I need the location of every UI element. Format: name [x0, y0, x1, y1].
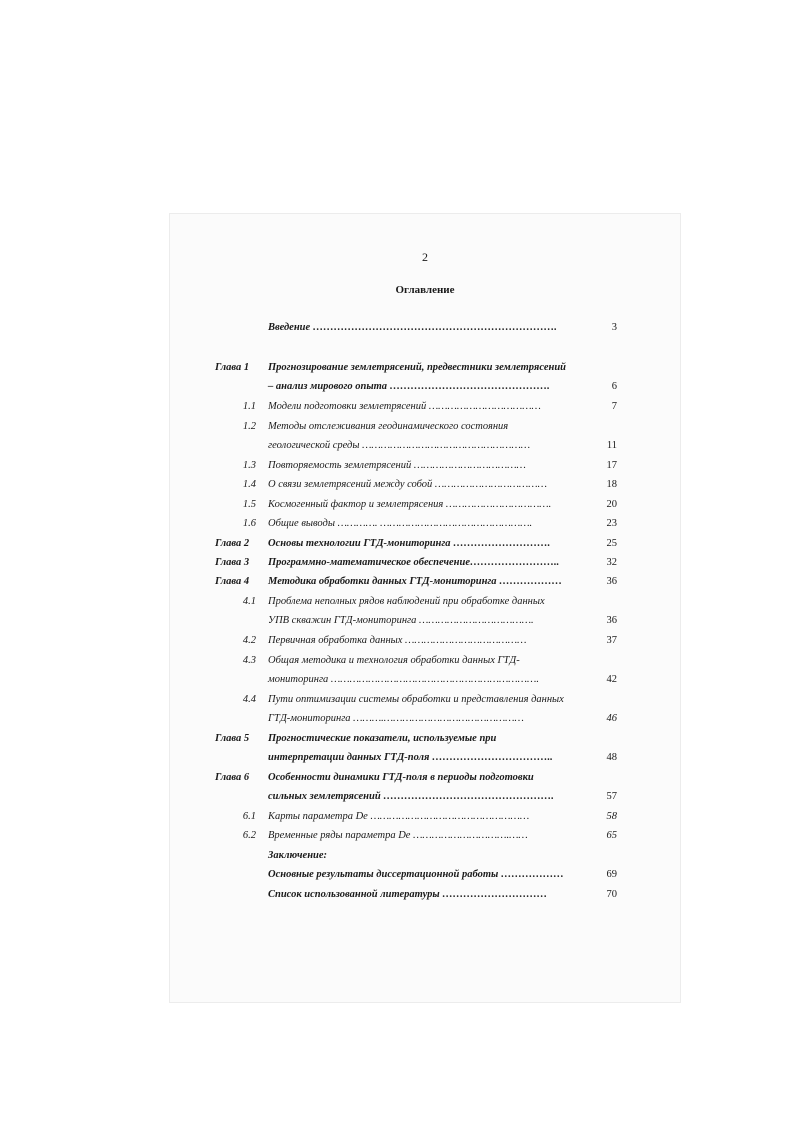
toc-entry-page: 69: [606, 869, 617, 880]
toc-entry-text: Методы отслеживания геодинамического состояния: [268, 421, 509, 432]
toc-entry-text: УПВ скважин ГТД-мониторинга ……………………………….: [268, 615, 534, 626]
toc-chapter-label: Глава 6: [215, 772, 250, 783]
toc-entry-text: Список использованной литературы …………………………: [268, 889, 548, 900]
toc-chapter-label: Глава 1: [215, 362, 250, 373]
toc-line: [170, 438, 680, 454]
toc-entry-text: – анализ мирового опыта ……………………………………….: [268, 381, 550, 392]
toc-entry-text: мониторинга ………………………………………………………….: [268, 674, 539, 685]
toc-entry-text: Заключение:: [268, 850, 328, 861]
toc-line: [170, 477, 680, 493]
toc-entry-page: 57: [606, 791, 617, 802]
toc-entry-page: 65: [606, 830, 617, 841]
toc-entry-text: Особенности динамики ГТД-поля в периоды подготовки: [268, 772, 534, 783]
page-number: 2: [422, 250, 428, 264]
toc-chapter-label: Глава 2: [215, 538, 250, 549]
toc-entry-page: 18: [606, 479, 617, 490]
toc-entry-text: Первичная обработка данных …………………………………: [268, 635, 527, 646]
toc-entry-text: Повторяемость землетрясений ………………………………: [268, 460, 526, 471]
toc-entry-page: 36: [606, 615, 617, 626]
toc-entry-page: 7: [611, 401, 617, 412]
toc-line: [170, 360, 680, 376]
toc-entry-text: Основы технологии ГТД-мониторинга ……………………….: [268, 538, 551, 549]
toc-line: [170, 555, 680, 571]
toc-entry-text: Прогностические показатели, используемые при: [268, 733, 497, 744]
toc-line: [170, 497, 680, 513]
toc-entry-text: Общая методика и технология обработки данных ГТД-: [268, 655, 520, 666]
toc-line: [170, 653, 680, 669]
toc-section-label: 4.1: [242, 596, 256, 607]
toc-line: [170, 419, 680, 435]
toc-entry-text: Основные результаты диссертационной работы ………………: [268, 869, 564, 880]
toc-entry-page: 46: [606, 713, 617, 724]
toc-entry-text: геологической среды ………………………………………………: [268, 440, 531, 451]
toc-entry-page: 70: [606, 889, 617, 900]
toc-entry-text: Проблема неполных рядов наблюдений при обработке данных: [268, 596, 545, 607]
toc-line: [170, 379, 680, 395]
toc-entry-page: 23: [606, 518, 617, 529]
toc-line: [170, 848, 680, 864]
toc-entry-page: 20: [606, 499, 617, 510]
toc-line: [170, 594, 680, 610]
toc-entry-text: Методика обработки данных ГТД-мониторинга ………………: [268, 576, 563, 587]
toc-entry-text: Пути оптимизации системы обработки и представления данных: [268, 694, 564, 705]
toc-entry-text: Прогнозирование землетрясений, предвестники землетрясений: [268, 362, 567, 373]
toc-section-label: 1.5: [242, 499, 256, 510]
toc-entry-page: 42: [606, 674, 617, 685]
toc-entry-text: Введение …………………………………………………………….: [268, 322, 557, 333]
toc-line: [170, 770, 680, 786]
toc-line: [170, 867, 680, 883]
toc-entry-page: 17: [606, 460, 617, 471]
toc-entry-text: Модели подготовки землетрясений ………………………………: [268, 401, 541, 412]
toc-entry-text: Общие выводы …………. ………………………………………….: [268, 518, 533, 529]
toc-entry-text: Временные ряды параметра Dе ………………………….……: [268, 830, 528, 841]
toc-entry-text: Программно-математическое обеспечение……………………..: [268, 557, 560, 568]
toc-line: [170, 887, 680, 903]
document-page: [170, 214, 680, 1002]
toc-chapter-label: Глава 3: [215, 557, 250, 568]
toc-section-label: 6.1: [242, 811, 256, 822]
toc-line: [170, 613, 680, 629]
toc-line: [170, 574, 680, 590]
toc-line: [170, 320, 680, 336]
toc-section-label: 4.2: [242, 635, 256, 646]
toc-line: [170, 711, 680, 727]
toc-section-label: 1.4: [242, 479, 256, 490]
toc-entry-page: 11: [606, 440, 617, 451]
toc-entry-page: 32: [606, 557, 617, 568]
toc-section-label: 1.6: [242, 518, 256, 529]
toc-entry-page: 37: [606, 635, 617, 646]
toc-line: [170, 672, 680, 688]
toc-chapter-label: Глава 4: [215, 576, 250, 587]
toc-entry-text: сильных землетрясений ………………………………………….: [268, 791, 554, 802]
toc-section-label: 4.3: [242, 655, 256, 666]
toc-line: [170, 750, 680, 766]
toc-line: [170, 692, 680, 708]
toc-entry-text: интерпретации данных ГТД-поля ……………………………..: [268, 752, 553, 763]
toc-chapter-label: Глава 5: [215, 733, 250, 744]
toc-line: [170, 536, 680, 552]
toc-entry-page: 6: [611, 381, 617, 392]
toc-entry-page: 36: [606, 576, 617, 587]
toc-line: [170, 399, 680, 415]
toc-entry-page: 25: [606, 538, 617, 549]
toc-entry-page: 58: [606, 811, 617, 822]
toc-section-label: 1.2: [242, 421, 256, 432]
toc-section-label: 6.2: [242, 830, 256, 841]
toc-line: [170, 731, 680, 747]
toc-line: [170, 633, 680, 649]
toc-entry-text: Космогенный фактор и землетрясения …………………………….: [268, 499, 552, 510]
toc-line: [170, 789, 680, 805]
toc-line: [170, 809, 680, 825]
toc-line: [170, 458, 680, 474]
toc-section-label: 4.4: [242, 694, 256, 705]
toc-section-label: 1.1: [242, 401, 256, 412]
toc-entry-text: Карты параметра Dе ……………………………………………: [268, 811, 530, 822]
toc-title: Оглавление: [395, 284, 455, 296]
toc-entry-page: 3: [611, 322, 617, 333]
toc-line: [170, 516, 680, 532]
toc-section-label: 1.3: [242, 460, 256, 471]
toc-entry-page: 48: [606, 752, 617, 763]
toc-entry-text: О связи землетрясений между собой ………………………………: [268, 479, 547, 490]
toc-entry-text: ГТД-мониторинга ……….………………………………………: [268, 713, 524, 724]
toc-line: [170, 828, 680, 844]
